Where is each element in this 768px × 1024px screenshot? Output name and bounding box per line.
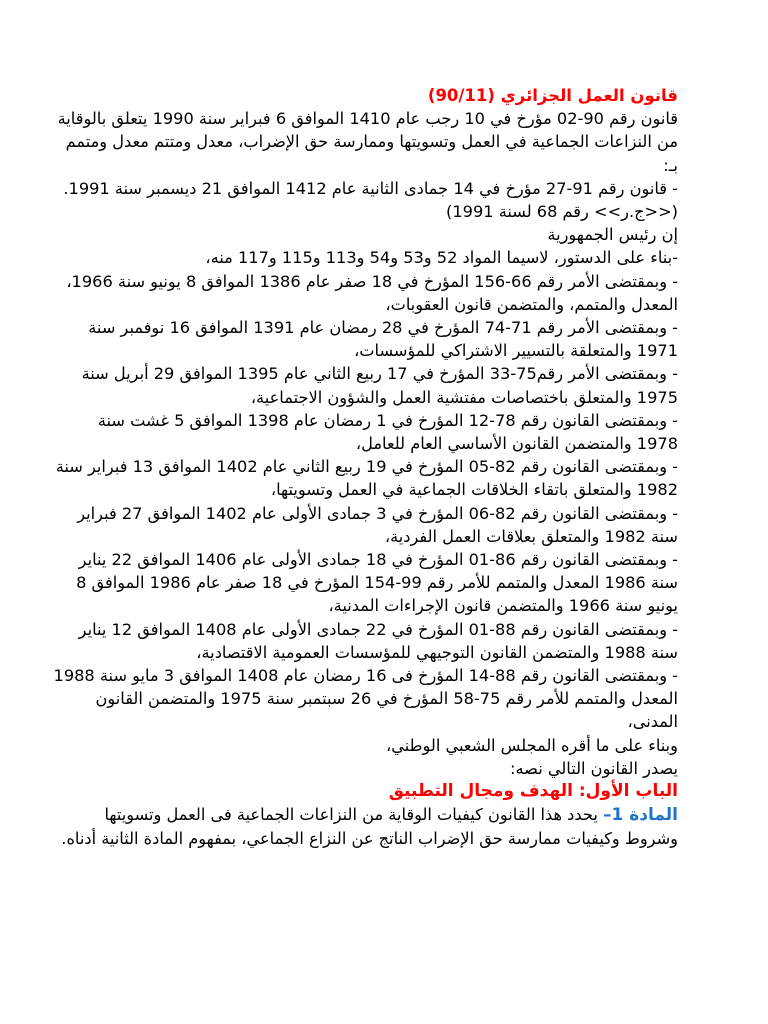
recital-constitution: -بناء على الدستور، لاسيما المواد 52 و53 و54 و113 و115 و117 منه، [205,248,678,268]
chapter-title: الباب الأول: الهدف ومجال التطبيق [388,781,678,802]
article-1 [52,803,678,850]
law-intro-paragraph: قانون رقم 90-02 مؤرخ في 10 رجب عام 1410 الموافق 6 فبراير سنة 1990 يتعلق بالوقاية من النزاعات الجماعية في العمل وتسويتها وممارسة حق الإضراب، معدل ومتتم معدل ومتمم بـ: [57,109,678,175]
recital-individual-relations: - وبمقتضى القانون رقم 82-06 المؤرخ في 3 جمادى الأولى عام 1402 الموافق 27 فبراير سنة 1982 والمتعلق بعلاقات العمل الفردية، [77,503,678,546]
recital-civil-procedure: - وبمقتضى القانون رقم 86-01 المؤرخ في 18 جمادى الأولى عام 1406 الموافق 22 يناير سنة 1986 المعدل والمتمم للأمر رقم 99-154 المؤرخ في 18 صفر عام 1986 الموافق 8 يونيو سنة 1966 والمتضمن قانون الإجراءات المدنية، [76,550,678,616]
document-title: قانون العمل الجزائري (90/11) [427,86,678,105]
recital-civil-code: - وبمقتضى القانون رقم 88-14 المؤرخ فى 16 رمضان عام 1408 الموافق 3 مايو سنة 1988 المعدل والمتمم للأمر رقم 75-58 المؤرخ في 26 سبتمبر سنة 1975 والمتضمن القانون المدنى، [53,666,678,732]
recital-worker-statute: - وبمقتضى القانون رقم 78-12 المؤرخ في 1 رمضان عام 1398 الموافق 5 غشت سنة 1978 والمتضمن القانون الأساسي العام للعامل، [97,410,678,454]
article-1-label: المادة 1– [602,805,678,826]
president-line: إن رئيس الجمهورية [547,225,678,245]
document-body [52,84,678,851]
recital-public-enterprises: - وبمقتضى القانون رقم 88-01 المؤرخ في 22 جمادى الأولى عام 1408 الموافق 12 يناير سنة 1988 والمتضمن القانون التوجيهي للمؤسسات العمومية الاقتصادية، [78,619,678,662]
amendment-paragraph: - قانون رقم 91-27 مؤرخ في 14 جمادى الثانية عام 1412 الموافق 21 ديسمبر سنة 1991. (<<ج.ر>> رقم 68 لسنة 1991) [63,178,678,222]
recital-penal-code: - وبمقتضى الأمر رقم 66-156 المؤرخ في 18 صفر عام 1386 الموافق 8 يونيو سنة 1966، المعدل والمتمم، والمتضمن قانون العقوبات، [66,271,678,314]
assembly-approval-line: وبناء على ما أقره المجلس الشعبي الوطني، [386,735,678,755]
recital-collective-disputes: - وبمقتضى القانون رقم 82-05 المؤرخ في 19 ربيع الثاني عام 1402 الموافق 13 فبراير سنة 1982 والمتعلق باتقاء الخلاقات الجماعية في العمل وتسويتها، [55,457,678,500]
promulgation-line: يصدر القانون التالي نصه: [510,758,678,778]
recital-socialist-management: - وبمقتضى الأمر رقم 71-74 المؤرخ في 28 رمضان عام 1391 الموافق 16 نوفمبر سنة 1971 والمتعلقة بالتسيير الاشتراكي للمؤسسات، [88,318,678,361]
article-1-text: يحدد هذا القانون كيفيات الوقاية من النزاعات الجماعية فى العمل وتسويتها وشروط وكيفيات ممارسة حق الإضراب الناتج عن النزاع الجماعي، بمفهوم المادة الثانية أدناه. [61,805,678,849]
recital-labor-inspection: - وبمقتضى الأمر رقم75-33 المؤرخ في 17 ربيع الثاني عام 1395 الموافق 29 أبريل سنة 1975 والمتعلق باختصاصات مفتشية العمل والشؤون الاجتماعية، [81,364,678,407]
